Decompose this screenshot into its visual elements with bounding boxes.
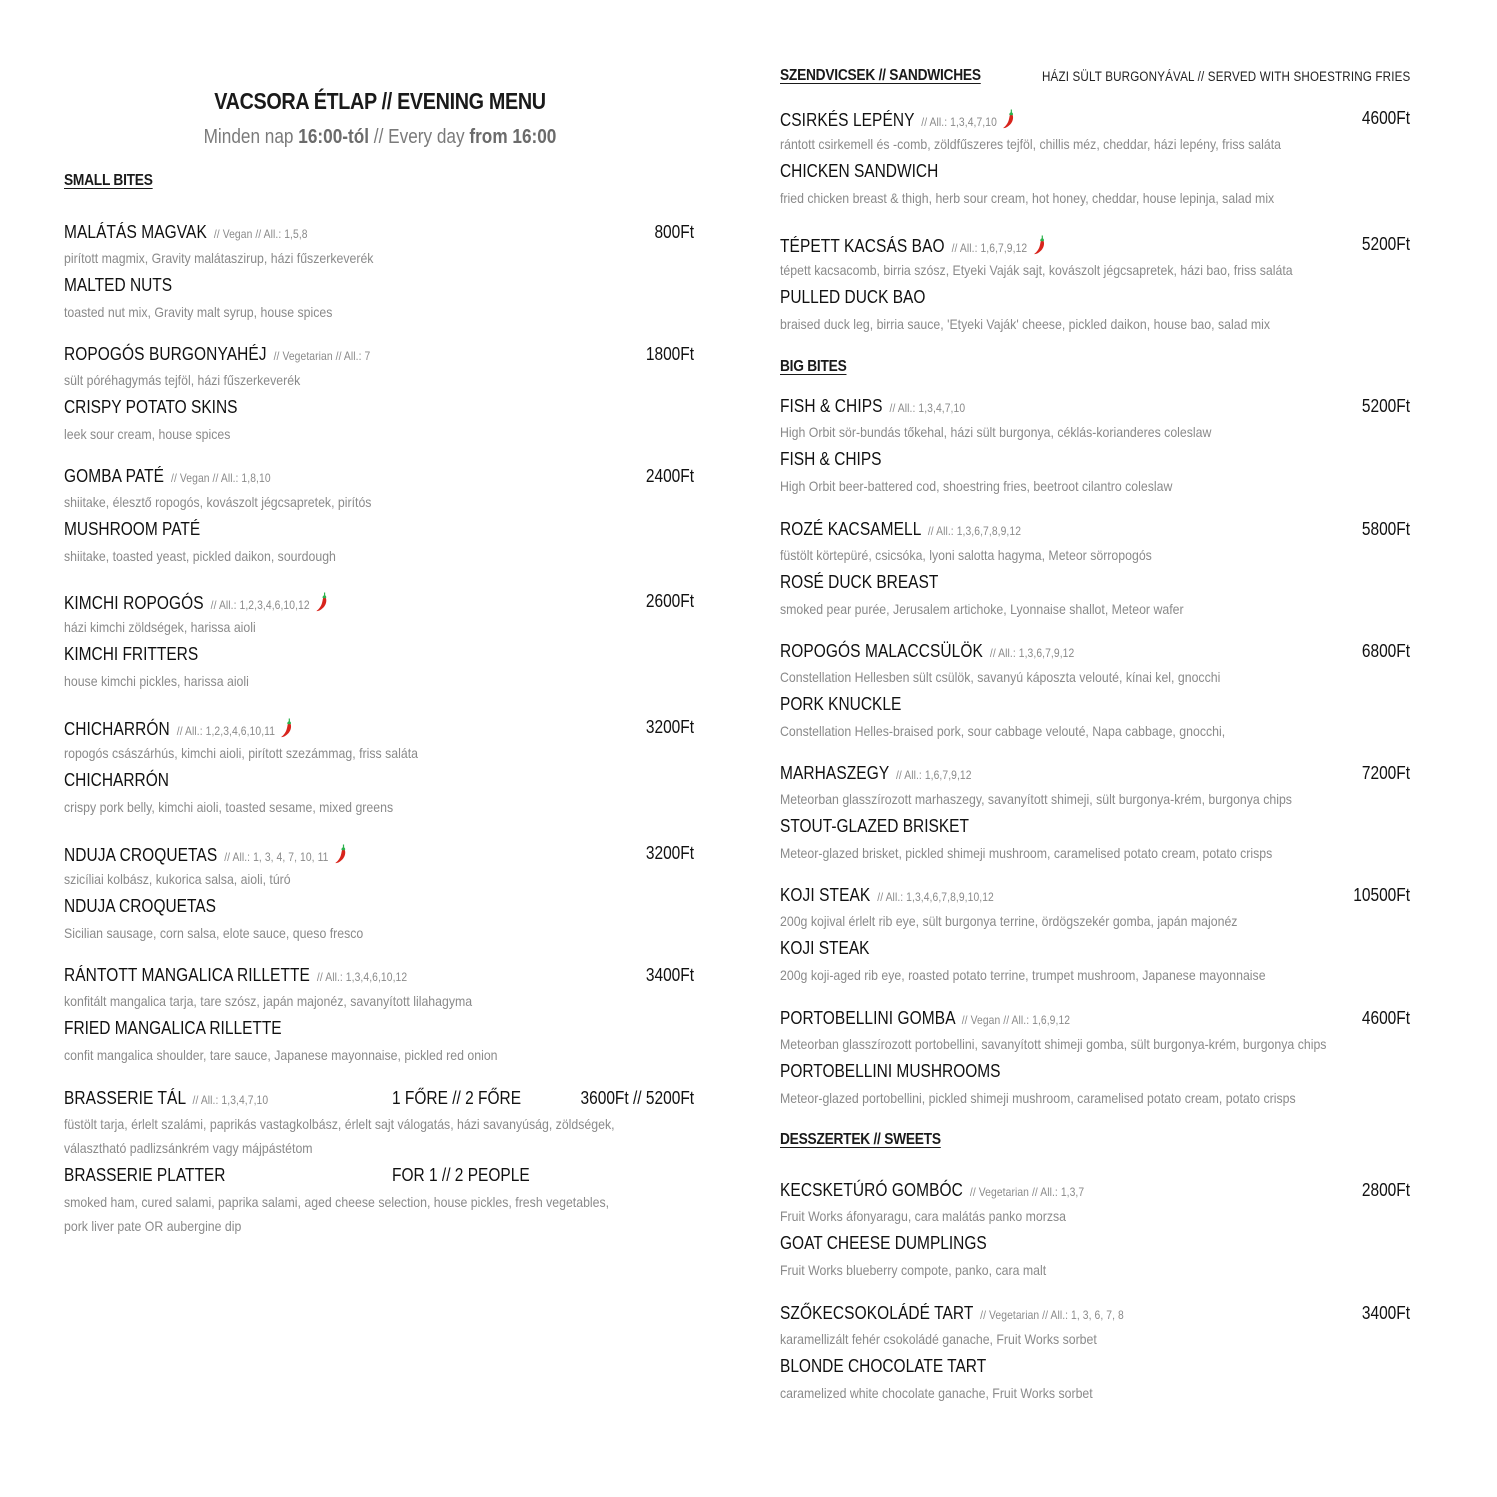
item-name-en: PORK KNUCKLE <box>780 694 902 714</box>
menu-item <box>780 396 1410 498</box>
item-tags: // All.: 1,6,7,9,12 <box>951 241 1028 255</box>
item-description-hu: shiitake, élesztő ropogós, kovászolt jégcsapretek, pirítós <box>64 494 372 510</box>
item-description-hu: konfitált mangalica tarja, tare szósz, japán majonéz, savanyított lilahagyma <box>64 993 473 1009</box>
item-description-en: Constellation Helles-braised pork, sour cabbage velouté, Napa cabbage, gnocchi, <box>780 723 1226 739</box>
item-price: 5200Ft <box>1361 234 1410 254</box>
menu-item <box>780 1180 1410 1282</box>
item-price: 3200Ft <box>645 843 694 863</box>
item-price: 2400Ft <box>645 466 694 486</box>
menu-item <box>64 466 694 568</box>
item-name-en: FISH & CHIPS <box>780 449 882 469</box>
item-tags: // All.: 1,2,3,4,6,10,11 <box>176 724 276 738</box>
item-name: NDUJA CROQUETAS <box>64 845 218 865</box>
chili-pepper-icon <box>315 591 330 613</box>
chili-pepper-icon <box>1032 234 1047 256</box>
menu-item <box>64 591 694 693</box>
item-description-hu: High Orbit sör-bundás tőkehal, házi sült burgonya, céklás-korianderes coleslaw <box>780 424 1212 440</box>
item-price: 6800Ft <box>1361 641 1410 661</box>
item-tags: // All.: 1,3,6,7,9,12 <box>989 646 1075 660</box>
item-name: FISH & CHIPS <box>780 396 883 416</box>
item-price: 2600Ft <box>645 591 694 611</box>
menu-item <box>780 1303 1410 1405</box>
item-description-en: High Orbit beer-battered cod, shoestring fries, beetroot cilantro coleslaw <box>780 478 1173 494</box>
item-portion-hu: 1 FŐRE // 2 FŐRE <box>392 1088 522 1108</box>
item-name: TÉPETT KACSÁS BAO <box>780 236 945 256</box>
item-description-hu: Meteorban glasszírozott marhaszegy, savanyított shimeji, sült burgonya-krém, burgonya chips <box>780 791 1292 807</box>
chili-pepper-icon <box>280 717 295 739</box>
item-name-en: GOAT CHEESE DUMPLINGS <box>780 1233 987 1253</box>
item-name-en: BLONDE CHOCOLATE TART <box>780 1356 987 1376</box>
item-name-en: MUSHROOM PATÉ <box>64 519 201 539</box>
item-tags: // All.: 1,3,4,7,10 <box>889 401 966 415</box>
item-description-en-2: pork liver pate OR aubergine dip <box>64 1218 242 1234</box>
menu-item <box>64 717 694 819</box>
item-price: 10500Ft <box>1353 885 1410 905</box>
item-tags: // All.: 1,3,4,6,10,12 <box>316 970 408 984</box>
item-price: 3400Ft <box>1361 1303 1410 1323</box>
page-subtitle: Minden nap 16:00-tól // Every day from 16:00 <box>203 126 557 148</box>
item-tags: // All.: 1,3,4,6,7,8,9,10,12 <box>877 890 994 904</box>
chili-pepper-icon <box>334 843 349 865</box>
item-portion-en: FOR 1 // 2 PEOPLE <box>392 1165 530 1185</box>
item-tags: // All.: 1, 3, 4, 7, 10, 11 <box>224 850 329 864</box>
item-tags: // Vegetarian // All.: 1, 3, 6, 7, 8 <box>980 1308 1124 1322</box>
item-tags: // Vegan // All.: 1,8,10 <box>171 471 271 485</box>
item-description-hu: füstölt tarja, érlelt szalámi, paprikás vastagkolbász, érlelt sajt válogatás, házi savanyúság, zöldségek, <box>64 1116 615 1132</box>
item-name-en: CHICHARRÓN <box>64 770 169 790</box>
item-name: ROPOGÓS MALACCSÜLÖK <box>780 641 983 661</box>
item-description-en: confit mangalica shoulder, tare sauce, Japanese mayonnaise, pickled red onion <box>64 1047 498 1063</box>
item-name: BRASSERIE TÁL <box>64 1088 186 1108</box>
item-name-en: FRIED MANGALICA RILLETTE <box>64 1018 282 1038</box>
item-name-en: PORTOBELLINI MUSHROOMS <box>780 1061 1001 1081</box>
item-description-en: shiitake, toasted yeast, pickled daikon, sourdough <box>64 548 336 564</box>
item-name: GOMBA PATÉ <box>64 466 165 486</box>
item-description-en: Fruit Works blueberry compote, panko, cara malt <box>780 1262 1047 1278</box>
item-description-hu: Meteorban glasszírozott portobellini, savanyított shimeji gomba, sült burgonya-krém, burgonya chips <box>780 1036 1327 1052</box>
item-price: 4600Ft <box>1361 108 1410 128</box>
section-heading-small-bites: SMALL BITES <box>64 172 153 189</box>
item-description-en: Meteor-glazed brisket, pickled shimeji mushroom, caramelised potato cream, potato crisps <box>780 845 1273 861</box>
item-description-hu: házi kimchi zöldségek, harissa aioli <box>64 619 256 635</box>
item-description-hu: ropogós császárhús, kimchi aioli, pirított szezámmag, friss saláta <box>64 745 418 761</box>
item-description-hu: karamellizált fehér csokoládé ganache, Fruit Works sorbet <box>780 1331 1097 1347</box>
menu-item <box>64 965 694 1067</box>
item-price: 1800Ft <box>645 344 694 364</box>
menu-item <box>780 108 1410 210</box>
item-description-hu: rántott csirkemell és -comb, zöldfűszeres tejföl, chillis méz, cheddar, házi lepény, friss saláta <box>780 136 1281 152</box>
item-tags: // Vegan // All.: 1,6,9,12 <box>961 1013 1071 1027</box>
item-tags: // All.: 1,2,3,4,6,10,12 <box>210 598 310 612</box>
item-description-hu: Fruit Works áfonyaragu, cara malátás panko morzsa <box>780 1208 1066 1224</box>
menu-item <box>780 519 1410 621</box>
item-description-hu: sült póréhagymás tejföl, házi fűszerkeverék <box>64 372 301 388</box>
item-name: ROPOGÓS BURGONYAHÉJ <box>64 344 267 364</box>
item-description-hu: szicíliai kolbász, kukorica salsa, aioli, túró <box>64 871 291 887</box>
item-price: 3600Ft // 5200Ft <box>580 1088 694 1108</box>
item-name: MALÁTÁS MAGVAK <box>64 222 207 242</box>
item-description-hu: 200g kojival érlelt rib eye, sült burgonya terrine, ördögszekér gomba, japán majonéz <box>780 913 1238 929</box>
item-price: 5200Ft <box>1361 396 1410 416</box>
item-description-en: 200g koji-aged rib eye, roasted potato terrine, trumpet mushroom, Japanese mayonnaise <box>780 967 1266 983</box>
menu-item <box>64 843 694 945</box>
item-price: 3200Ft <box>645 717 694 737</box>
item-name: KOJI STEAK <box>780 885 871 905</box>
menu-item <box>780 234 1410 336</box>
item-description-en: crispy pork belly, kimchi aioli, toasted sesame, mixed greens <box>64 799 394 815</box>
item-name: SZŐKECSOKOLÁDÉ TART <box>780 1303 974 1323</box>
item-name-en: CHICKEN SANDWICH <box>780 161 939 181</box>
item-name-en: KOJI STEAK <box>780 938 870 958</box>
item-tags: // Vegetarian // All.: 7 <box>273 349 371 363</box>
item-name: CHICHARRÓN <box>64 719 170 739</box>
item-name: ROZÉ KACSAMELL <box>780 519 921 539</box>
page-title: VACSORA ÉTLAP // EVENING MENU <box>214 88 546 114</box>
item-name-en: KIMCHI FRITTERS <box>64 644 199 664</box>
menu-item <box>780 641 1410 743</box>
menu-item <box>780 885 1410 987</box>
item-tags: // All.: 1,3,6,7,8,9,12 <box>927 524 1022 538</box>
item-description-hu-2: választható padlizsánkrém vagy májpástétom <box>64 1140 313 1156</box>
item-name-en: STOUT-GLAZED BRISKET <box>780 816 969 836</box>
item-description-en: toasted nut mix, Gravity malt syrup, house spices <box>64 304 333 320</box>
sandwiches-note: HÁZI SÜLT BURGONYÁVAL // SERVED WITH SHOESTRING FRIES <box>1041 69 1410 84</box>
item-name: KECSKETÚRÓ GOMBÓC <box>780 1180 963 1200</box>
item-price: 800Ft <box>654 222 694 242</box>
item-description-en: smoked ham, cured salami, paprika salami, aged cheese selection, house pickles, fresh vegetables, <box>64 1194 610 1210</box>
item-name: PORTOBELLINI GOMBA <box>780 1008 955 1028</box>
item-name-en: NDUJA CROQUETAS <box>64 896 216 916</box>
item-name-en: CRISPY POTATO SKINS <box>64 397 238 417</box>
item-description-en: Sicilian sausage, corn salsa, elote sauce, queso fresco <box>64 925 364 941</box>
item-description-en: caramelized white chocolate ganache, Fruit Works sorbet <box>780 1385 1093 1401</box>
item-price: 4600Ft <box>1361 1008 1410 1028</box>
item-price: 3400Ft <box>645 965 694 985</box>
section-heading-sandwiches: SZENDVICSEK // SANDWICHES <box>780 67 981 84</box>
item-name-en: MALTED NUTS <box>64 275 173 295</box>
item-name-en: PULLED DUCK BAO <box>780 287 926 307</box>
item-description-en: fried chicken breast & thigh, herb sour cream, hot honey, cheddar, house lepinja, salad mix <box>780 190 1275 206</box>
item-tags: // All.: 1,6,7,9,12 <box>895 768 972 782</box>
item-price: 5800Ft <box>1361 519 1410 539</box>
item-description-en: braised duck leg, birria sauce, 'Etyeki Vaják' cheese, pickled daikon, house bao, salad mix <box>780 316 1271 332</box>
item-name-en: BRASSERIE PLATTER <box>64 1165 226 1185</box>
chili-pepper-icon <box>1002 108 1017 130</box>
item-price: 7200Ft <box>1361 763 1410 783</box>
item-description-hu: Constellation Hellesben sült csülök, savanyú káposzta velouté, kínai kel, gnocchi <box>780 669 1221 685</box>
menu-item <box>64 1088 694 1238</box>
item-description-hu: pirított magmix, Gravity malátaszirup, házi fűszerkeverék <box>64 250 374 266</box>
section-heading-big-bites: BIG BITES <box>780 358 847 375</box>
item-description-hu: füstölt körtepüré, csicsóka, lyoni salotta hagyma, Meteor sörropogós <box>780 547 1152 563</box>
menu-item <box>64 344 694 446</box>
item-description-en: smoked pear purée, Jerusalem artichoke, Lyonnaise shallot, Meteor wafer <box>780 601 1184 617</box>
item-price: 2800Ft <box>1361 1180 1410 1200</box>
item-description-en: Meteor-glazed portobellini, pickled shimeji mushroom, caramelised potato cream, potato crisps <box>780 1090 1296 1106</box>
item-tags: // All.: 1,3,4,7,10 <box>192 1093 269 1107</box>
menu-item <box>780 763 1410 865</box>
item-tags: // All.: 1,3,4,7,10 <box>921 115 997 129</box>
menu-item <box>780 1008 1410 1110</box>
item-tags: // Vegan // All.: 1,5,8 <box>213 227 308 241</box>
section-heading-sweets: DESSZERTEK // SWEETS <box>780 1131 941 1148</box>
item-tags: // Vegetarian // All.: 1,3,7 <box>969 1185 1085 1199</box>
item-name: CSIRKÉS LEPÉNY <box>780 110 915 130</box>
item-name: KIMCHI ROPOGÓS <box>64 593 204 613</box>
menu-item <box>64 222 694 324</box>
item-description-en: house kimchi pickles, harissa aioli <box>64 673 249 689</box>
item-name: MARHASZEGY <box>780 763 889 783</box>
item-description-hu: tépett kacsacomb, birria szósz, Etyeki Vaják sajt, kovászolt jégcsapretek, házi bao, friss saláta <box>780 262 1293 278</box>
item-name-en: ROSÉ DUCK BREAST <box>780 572 939 592</box>
item-description-en: leek sour cream, house spices <box>64 426 231 442</box>
item-name: RÁNTOTT MANGALICA RILLETTE <box>64 965 310 985</box>
